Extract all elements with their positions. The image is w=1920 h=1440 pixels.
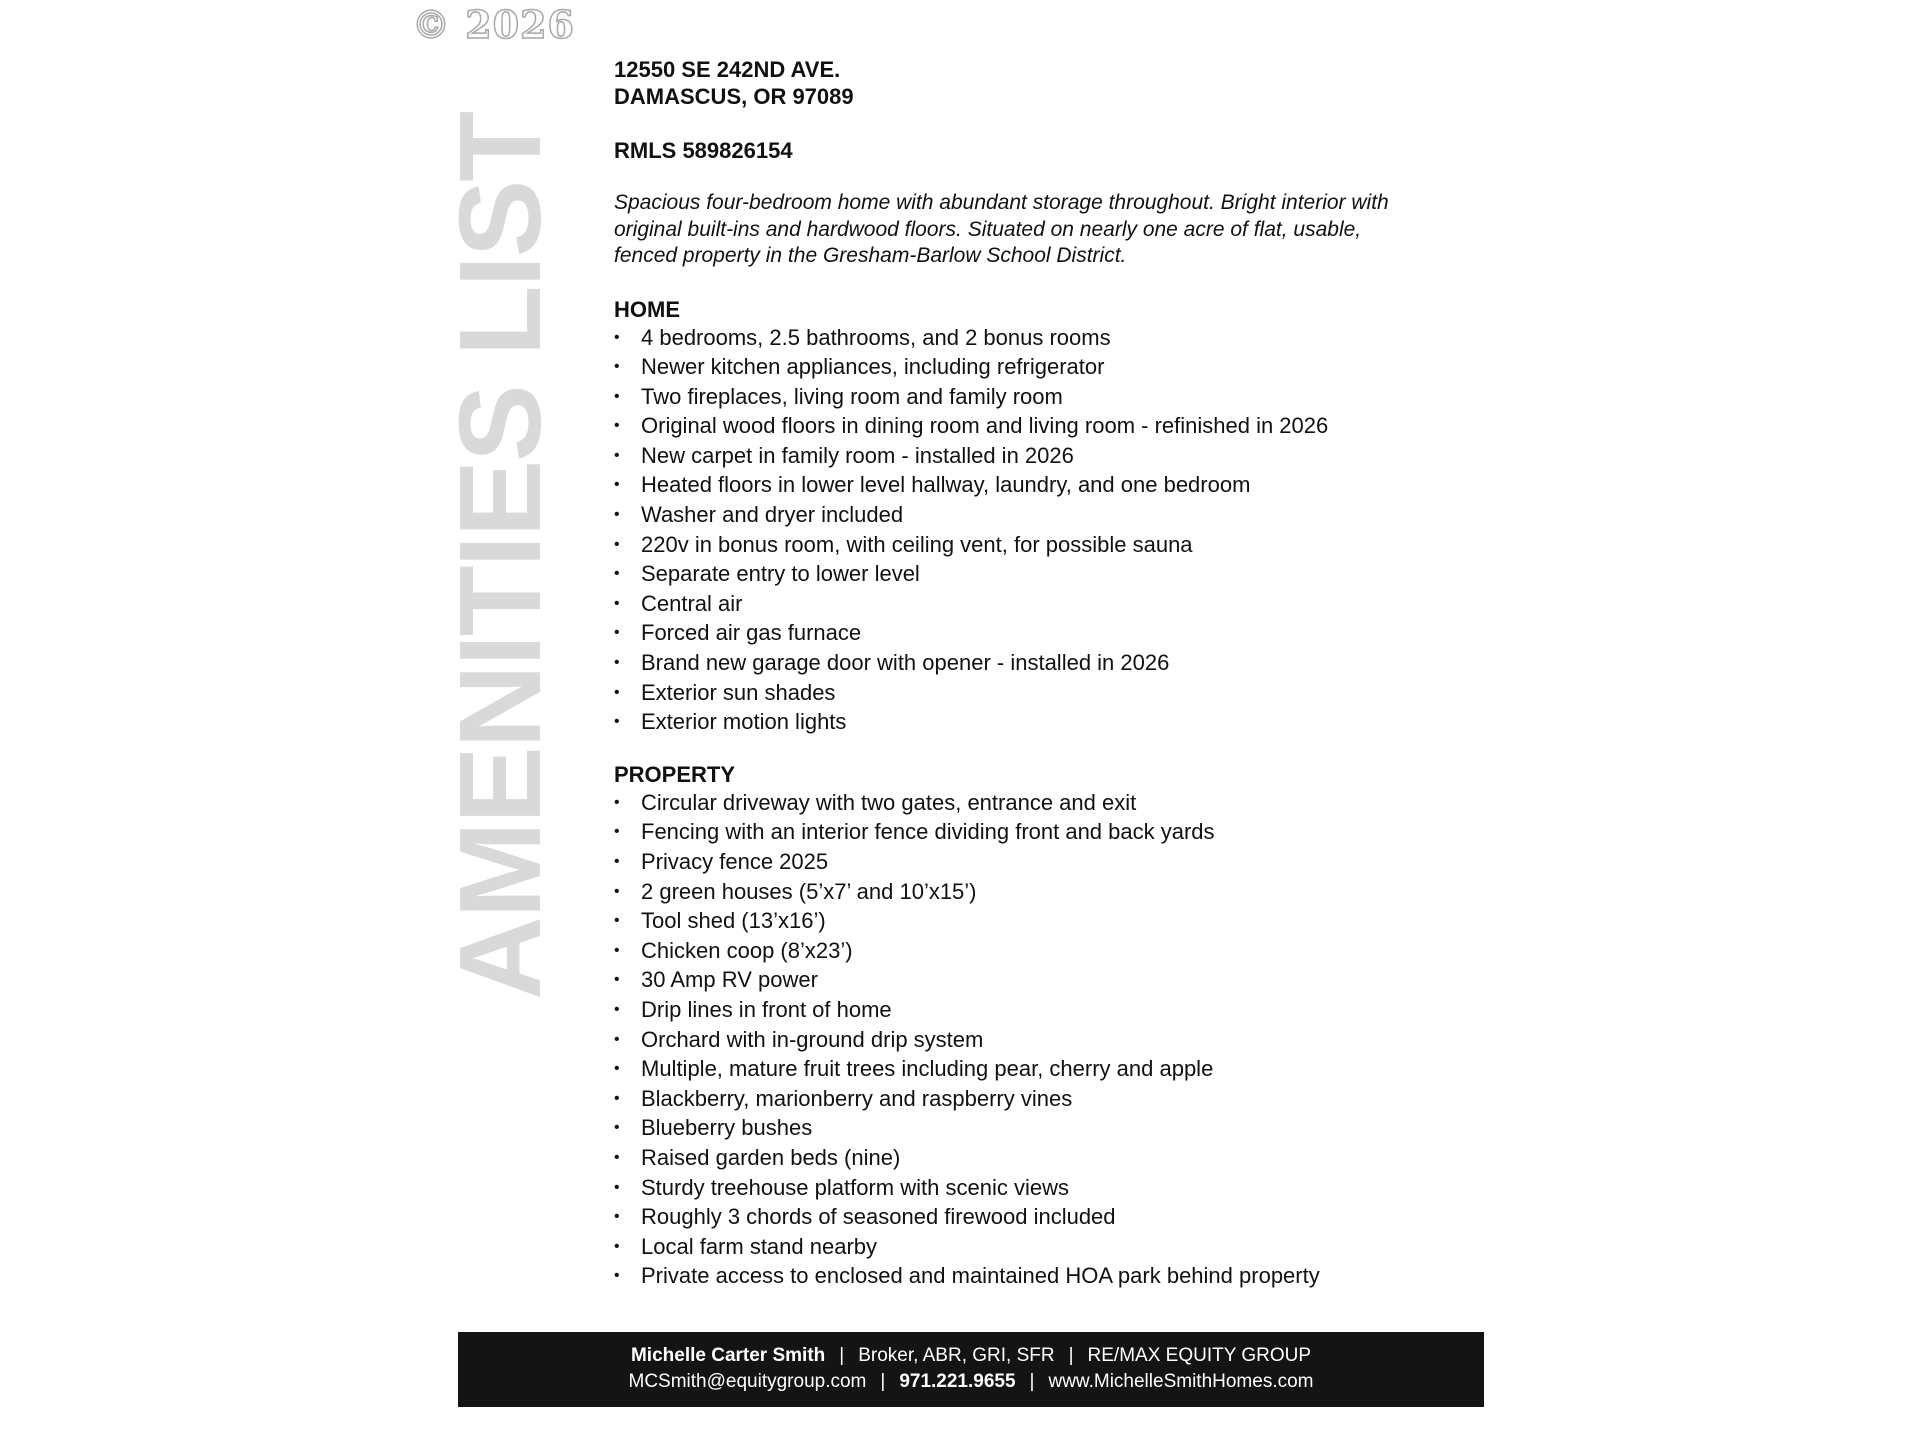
property-amenities-list [614, 788, 1434, 1291]
bullet-icon: • [614, 1089, 620, 1107]
property-description: Spacious four-bedroom home with abundant storage throughout. Bright interior with original built-ins and hardwood floors. Situated on nearly one acre of flat, usable, fenced property in the Gresham-Barlow School District. [614, 191, 1389, 267]
list-item [614, 470, 1434, 500]
list-item-text: Washer and dryer included [641, 502, 904, 528]
list-item [614, 411, 1434, 441]
address-street: 12550 SE 242ND AVE. [614, 57, 841, 82]
list-item-text: Newer kitchen appliances, including refrigerator [641, 354, 1105, 380]
agent-contact-footer [458, 1332, 1484, 1407]
list-item-text: Exterior motion lights [641, 709, 847, 735]
list-item-text: Central air [641, 590, 743, 616]
footer-separator: | [880, 1371, 886, 1392]
bullet-icon: • [614, 565, 620, 583]
agent-phone[interactable]: 971.221.9655 [899, 1371, 1016, 1392]
bullet-icon: • [614, 506, 620, 524]
list-item [614, 906, 1434, 936]
list-item [614, 441, 1434, 471]
agent-credentials: Broker, ABR, GRI, SFR [858, 1345, 1055, 1366]
bullet-icon: • [614, 1208, 620, 1226]
list-item [614, 1025, 1434, 1055]
address-city: DAMASCUS, OR 97089 [614, 84, 854, 109]
list-item-text: Separate entry to lower level [641, 561, 920, 587]
bullet-icon: • [614, 624, 620, 642]
list-item-text: Circular driveway with two gates, entrance and exit [641, 789, 1137, 815]
list-item-text: Tool shed (13’x16’) [641, 908, 826, 934]
list-item-text: Privacy fence 2025 [641, 849, 829, 874]
bullet-icon: • [614, 1000, 620, 1018]
list-item-text: Multiple, mature fruit trees including pear, cherry and apple [641, 1056, 1214, 1082]
list-item [614, 589, 1434, 619]
list-item [614, 382, 1434, 412]
agent-name: Michelle Carter Smith [630, 1345, 826, 1366]
list-item-text: 30 Amp RV power [641, 967, 818, 993]
list-item-text: Blueberry bushes [641, 1115, 813, 1141]
list-item-text: Orchard with in-ground drip system [641, 1026, 984, 1052]
list-item [614, 648, 1434, 678]
bullet-icon: • [614, 1237, 620, 1255]
list-item-text: Roughly 3 chords of seasoned firewood included [641, 1204, 1116, 1230]
amenities-list-vertical-title: AMENITIES LIST [435, 112, 565, 1000]
home-section-title: HOME [614, 296, 680, 322]
rmls-number: RMLS 589826154 [614, 138, 793, 163]
list-item-text: Blackberry, marionberry and raspberry vines [641, 1085, 1073, 1111]
list-item [614, 1084, 1434, 1114]
bullet-icon: • [614, 1148, 620, 1166]
footer-separator: | [839, 1345, 845, 1366]
bullet-icon: • [614, 1030, 620, 1048]
list-item-text: Drip lines in front of home [641, 996, 892, 1022]
list-item [614, 1232, 1434, 1262]
bullet-icon: • [614, 387, 620, 405]
list-item-text: Raised garden beds (nine) [641, 1144, 901, 1170]
list-item [614, 707, 1434, 737]
list-item [614, 847, 1434, 877]
list-item-text: Fencing with an interior fence dividing front and back yards [641, 819, 1215, 845]
list-item [614, 817, 1434, 847]
bullet-icon: • [614, 446, 620, 464]
bullet-icon: • [614, 853, 620, 870]
bullet-icon: • [614, 1060, 620, 1078]
list-item [614, 352, 1434, 382]
bullet-icon: • [614, 941, 620, 959]
bullet-icon: • [614, 358, 620, 376]
amenities-document [614, 56, 1434, 1291]
home-amenities-list [614, 323, 1434, 737]
list-item [614, 1054, 1434, 1084]
list-item-text: Local farm stand nearby [641, 1233, 878, 1259]
list-item [614, 1202, 1434, 1232]
footer-separator: | [1029, 1371, 1035, 1392]
agent-email[interactable]: MCSmith@equitygroup.com [628, 1371, 867, 1392]
list-item [614, 995, 1434, 1025]
list-item-text: 4 bedrooms, 2.5 bathrooms, and 2 bonus rooms [641, 324, 1111, 350]
list-item [614, 877, 1434, 907]
bullet-icon: • [614, 654, 620, 672]
list-item [614, 500, 1434, 530]
list-item-text: Original wood floors in dining room and living room - refinished in 2026 [641, 413, 1329, 439]
bullet-icon: • [614, 476, 620, 494]
address-block [614, 56, 1434, 110]
list-item-text: 220v in bonus room, with ceiling vent, for possible sauna [641, 531, 1193, 557]
list-item [614, 323, 1434, 353]
list-item-text: Two fireplaces, living room and family room [641, 383, 1063, 409]
list-item-text: New carpet in family room - installed in 2026 [641, 442, 1074, 468]
bullet-icon: • [614, 1119, 620, 1137]
list-item-text: 2 green houses (5’x7’ and 10’x15’) [641, 878, 977, 904]
footer-line-contact [458, 1370, 1484, 1394]
bullet-icon: • [614, 823, 620, 841]
list-item [614, 618, 1434, 648]
list-item [614, 678, 1434, 708]
bullet-icon: • [614, 1267, 620, 1285]
copyright-watermark: © 2026 [412, 2, 575, 47]
bullet-icon: • [614, 328, 620, 346]
list-item [614, 530, 1434, 560]
bullet-icon: • [614, 535, 620, 553]
agent-website[interactable]: www.MichelleSmithHomes.com [1048, 1371, 1314, 1392]
list-item-text: Chicken coop (8’x23’) [641, 937, 853, 963]
footer-separator: | [1068, 1345, 1074, 1366]
list-item-text: Brand new garage door with opener - installed in 2026 [641, 650, 1170, 676]
list-item [614, 936, 1434, 966]
brokerage-name: RE/MAX EQUITY GROUP [1087, 1345, 1311, 1366]
bullet-icon: • [614, 1178, 620, 1196]
bullet-icon: • [614, 713, 620, 731]
list-item-text: Heated floors in lower level hallway, laundry, and one bedroom [641, 472, 1251, 498]
list-item-text: Private access to enclosed and maintained HOA park behind property [641, 1263, 1320, 1289]
list-item [614, 1261, 1434, 1291]
list-item [614, 559, 1434, 589]
list-item [614, 1143, 1434, 1173]
property-section-title: PROPERTY [614, 761, 736, 787]
bullet-icon: • [614, 594, 620, 612]
bullet-icon: • [614, 793, 620, 811]
bullet-icon: • [614, 882, 620, 900]
list-item [614, 1113, 1434, 1143]
list-item-text: Exterior sun shades [641, 679, 836, 705]
bullet-icon: • [614, 683, 620, 701]
list-item-text: Forced air gas furnace [641, 620, 862, 646]
footer-line-agent [458, 1344, 1484, 1368]
list-item [614, 965, 1434, 995]
bullet-icon: • [614, 971, 620, 989]
list-item [614, 788, 1434, 818]
list-item [614, 1173, 1434, 1203]
bullet-icon: • [614, 912, 620, 930]
list-item-text: Sturdy treehouse platform with scenic views [641, 1174, 1069, 1200]
bullet-icon: • [614, 417, 620, 435]
